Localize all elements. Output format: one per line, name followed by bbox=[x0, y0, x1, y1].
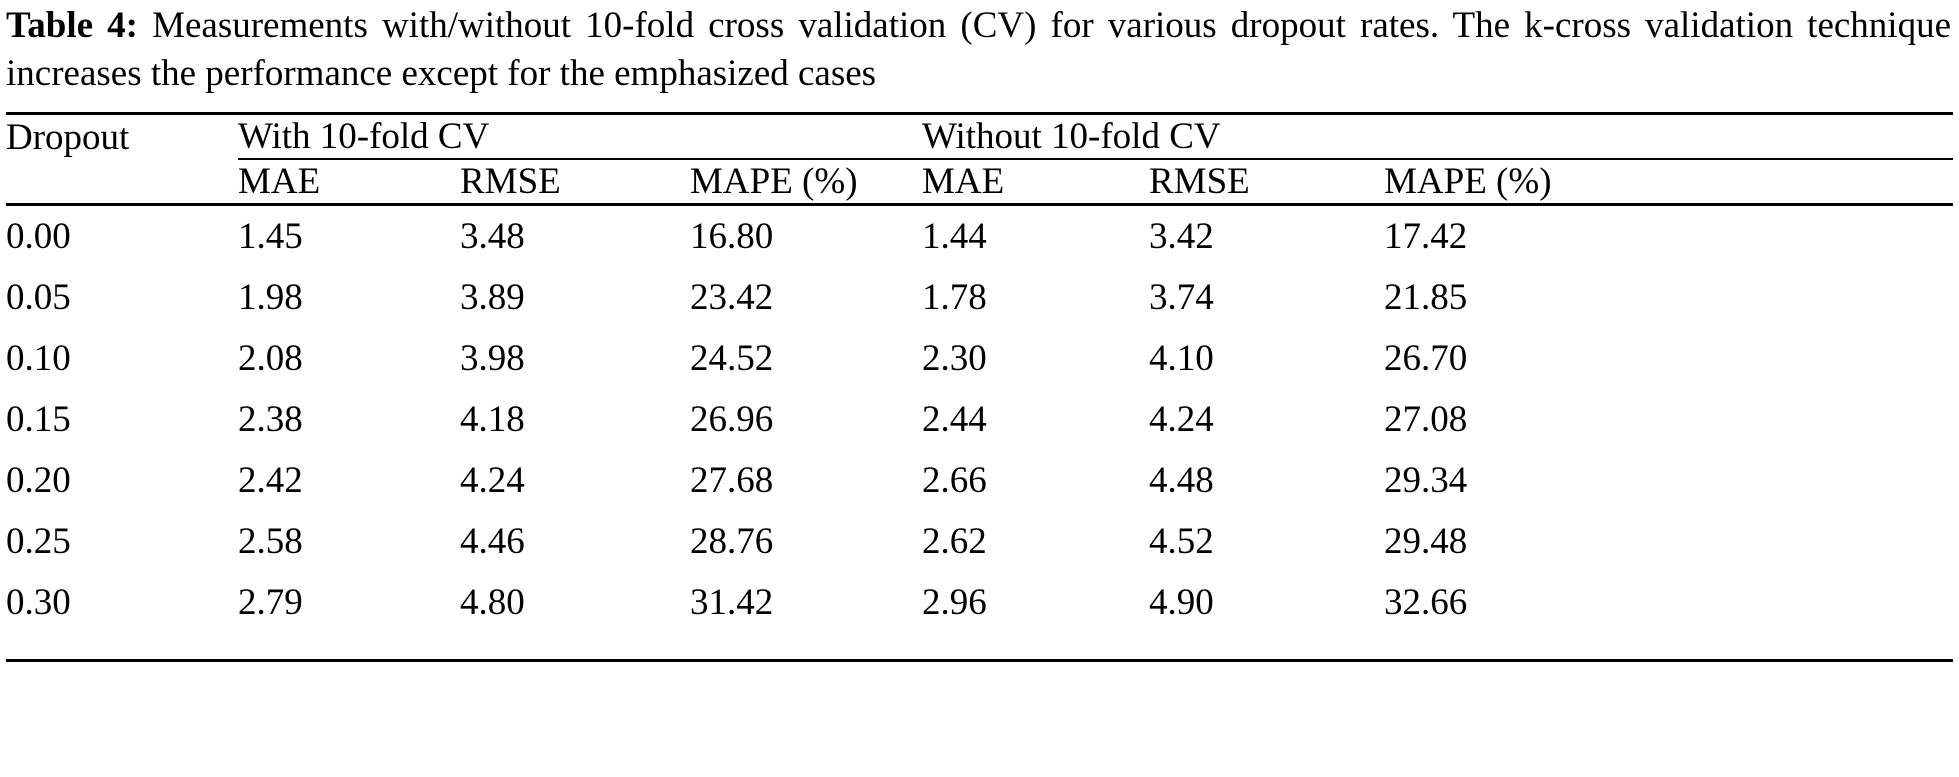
cell-rmse-cv: 4.46 bbox=[460, 521, 525, 563]
cell-mape-nocv: 27.08 bbox=[1384, 399, 1468, 441]
table-row bbox=[6, 511, 1953, 572]
table-row bbox=[6, 328, 1953, 389]
cell-mape-cv: 28.76 bbox=[690, 521, 774, 563]
caption-label: Table 4: bbox=[6, 5, 138, 46]
cell-rmse-nocv: 3.74 bbox=[1149, 277, 1214, 319]
cell-rmse-nocv: 3.42 bbox=[1149, 216, 1214, 258]
cell-mape-nocv: 29.34 bbox=[1384, 460, 1468, 502]
cell-dropout: 0.05 bbox=[6, 277, 71, 319]
cell-dropout: 0.10 bbox=[6, 338, 71, 380]
sub-header-mae-cv: MAE bbox=[238, 161, 321, 203]
table-row bbox=[6, 267, 1953, 328]
table-bottom-spacer bbox=[6, 633, 1953, 661]
sub-header-rmse-nocv: RMSE bbox=[1149, 161, 1250, 203]
cell-mape-nocv: 29.48 bbox=[1384, 521, 1468, 563]
table-page bbox=[0, 2, 1959, 777]
cell-mape-cv: 16.80 bbox=[690, 216, 774, 258]
cell-rmse-nocv: 4.10 bbox=[1149, 338, 1214, 380]
cell-dropout: 0.25 bbox=[6, 521, 71, 563]
cell-rmse-nocv: 4.90 bbox=[1149, 582, 1214, 624]
cell-mape-cv: 24.52 bbox=[690, 338, 774, 380]
group-header-row bbox=[6, 115, 1953, 159]
header-dropout: Dropout bbox=[6, 117, 130, 159]
cell-mae-nocv: 2.44 bbox=[922, 399, 987, 441]
cell-mae-cv: 2.79 bbox=[238, 582, 303, 624]
cell-rmse-cv: 4.18 bbox=[460, 399, 525, 441]
cell-mae-cv: 2.08 bbox=[238, 338, 303, 380]
table-row bbox=[6, 389, 1953, 450]
cell-rmse-nocv: 4.52 bbox=[1149, 521, 1214, 563]
cell-mae-nocv: 2.30 bbox=[922, 338, 987, 380]
cell-mae-nocv: 2.66 bbox=[922, 460, 987, 502]
measurements-table bbox=[6, 112, 1953, 680]
header-group-without-cv: Without 10-fold CV bbox=[922, 116, 1221, 158]
cell-rmse-nocv: 4.48 bbox=[1149, 460, 1214, 502]
cell-mae-nocv: 1.44 bbox=[922, 216, 987, 258]
table-head bbox=[6, 114, 1953, 207]
cell-dropout: 0.20 bbox=[6, 460, 71, 502]
sub-header-mape-nocv: MAPE (%) bbox=[1384, 161, 1552, 203]
cell-rmse-nocv: 4.24 bbox=[1149, 399, 1214, 441]
sub-header-row bbox=[6, 160, 1953, 205]
cell-mae-nocv: 2.96 bbox=[922, 582, 987, 624]
table-body bbox=[6, 206, 1953, 680]
cell-mae-cv: 2.58 bbox=[238, 521, 303, 563]
cell-mape-cv: 26.96 bbox=[690, 399, 774, 441]
cell-rmse-cv: 3.48 bbox=[460, 216, 525, 258]
cell-rmse-cv: 3.98 bbox=[460, 338, 525, 380]
cell-dropout: 0.00 bbox=[6, 216, 71, 258]
cell-mae-cv: 2.42 bbox=[238, 460, 303, 502]
table-row bbox=[6, 572, 1953, 633]
cell-dropout: 0.15 bbox=[6, 399, 71, 441]
sub-header-blank bbox=[6, 160, 238, 205]
cell-mape-cv: 31.42 bbox=[690, 582, 774, 624]
cell-mae-cv: 2.38 bbox=[238, 399, 303, 441]
cell-mae-cv: 1.45 bbox=[238, 216, 303, 258]
table-caption bbox=[6, 2, 1953, 98]
header-group-with-cv: With 10-fold CV bbox=[238, 116, 490, 158]
sub-header-mape-cv: MAPE (%) bbox=[690, 161, 858, 203]
cell-rmse-cv: 4.80 bbox=[460, 582, 525, 624]
cell-rmse-cv: 4.24 bbox=[460, 460, 525, 502]
sub-header-mae-nocv: MAE bbox=[922, 161, 1005, 203]
cell-mape-nocv: 26.70 bbox=[1384, 338, 1468, 380]
cell-dropout: 0.30 bbox=[6, 582, 71, 624]
cell-rmse-cv: 3.89 bbox=[460, 277, 525, 319]
cell-mape-nocv: 21.85 bbox=[1384, 277, 1468, 319]
table-row bbox=[6, 450, 1953, 511]
cell-mape-cv: 27.68 bbox=[690, 460, 774, 502]
sub-header-rmse-cv: RMSE bbox=[460, 161, 561, 203]
table-row bbox=[6, 206, 1953, 267]
cell-mae-nocv: 1.78 bbox=[922, 277, 987, 319]
cell-mae-cv: 1.98 bbox=[238, 277, 303, 319]
caption-text: Measurements with/without 10-fold cross validation (CV) for various dropout rates. The k-cross validation technique increases the performance except for the emphasized cases bbox=[6, 5, 1951, 95]
cell-mape-cv: 23.42 bbox=[690, 277, 774, 319]
table-bottom-rule bbox=[6, 661, 1953, 681]
cell-mape-nocv: 32.66 bbox=[1384, 582, 1468, 624]
cell-mape-nocv: 17.42 bbox=[1384, 216, 1468, 258]
cell-mae-nocv: 2.62 bbox=[922, 521, 987, 563]
